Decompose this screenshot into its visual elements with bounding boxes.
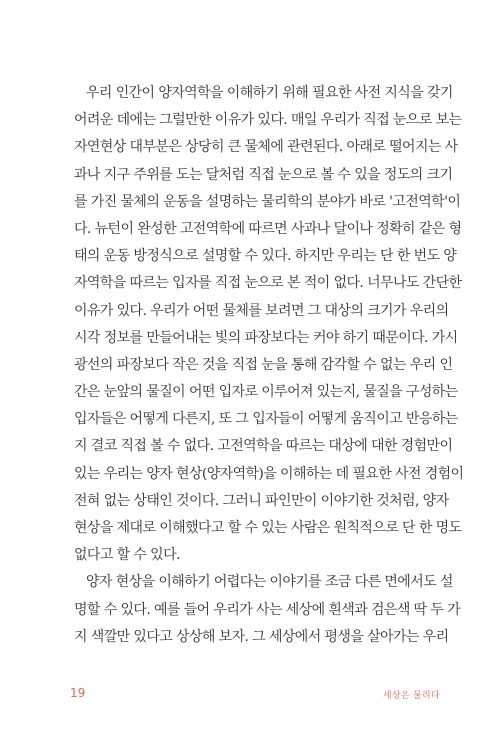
- text-line: 지 결코 직접 볼 수 없다. 고전역학을 따르는 대상에 대한 경험만이: [74, 438, 453, 455]
- text-line: 지 색깔만 있다고 상상해 보자. 그 세상에서 평생을 살아가는 우리: [74, 628, 449, 645]
- text-line: 없다고 할 수 있다.: [74, 547, 180, 564]
- text-line: 어려운 데에는 그럴만한 이유가 있다. 매일 우리가 직접 눈으로 보는: [74, 112, 462, 129]
- text-line: 를 가진 물체의 운동을 설명하는 물리학의 분야가 바로 '고전역학'이: [74, 193, 461, 210]
- text-line: 자연현상 대부분은 상당히 큰 물체에 관련된다. 아래로 떨어지는 사: [74, 139, 458, 156]
- text-line: 광선의 파장보다 작은 것을 직접 눈을 통해 감각할 수 없는 우리 인: [74, 356, 453, 373]
- text-line: 시각 정보를 만들어내는 빛의 파장보다는 커야 하기 때문이다. 가시: [74, 329, 458, 346]
- text-line: 현상을 제대로 이해했다고 할 수 있는 사람은 원칙적으로 단 한 명도: [74, 520, 462, 536]
- text-line: 간은 눈앞의 물질이 어떤 입자로 이루어져 있는지, 물질을 구성하는: [74, 384, 458, 401]
- paragraph-1: [74, 80, 464, 569]
- page-number: 19: [70, 686, 86, 700]
- running-footer-title: 세상은 물리다: [382, 691, 440, 701]
- page-body: [74, 80, 464, 651]
- text-line: 우리 인간이 양자역학을 이해하기 위해 필요한 사전 지식을 갖기: [86, 85, 453, 101]
- text-line: 전혀 없는 상태인 것이다. 그러니 파인만이 이야기한 것처럼, 양자: [74, 492, 449, 509]
- text-line: 다. 뉴턴이 완성한 고전역학에 따르면 사과나 달이나 정확히 같은 형: [74, 220, 462, 237]
- text-line: 태의 운동 방정식으로 설명할 수 있다. 하지만 우리는 단 한 번도 양: [74, 248, 457, 265]
- text-line: 있는 우리는 양자 현상(양자역학)을 이해하는 데 필요한 사전 경험이: [74, 465, 464, 482]
- text-line: 이유가 있다. 우리가 어떤 물체를 보려면 그 대상의 크기가 우리의: [74, 302, 449, 319]
- paragraph-2: [74, 569, 461, 651]
- text-line: 양자 현상을 이해하기 어렵다는 이야기를 조금 다른 면에서도 설: [86, 574, 453, 591]
- text-line: 자역학을 따르는 입자를 직접 눈으로 본 적이 없다. 너무나도 간단한: [74, 275, 462, 292]
- text-line: 입자들은 어떻게 다른지, 또 그 입자들이 어떻게 움직이고 반응하는: [74, 411, 458, 428]
- text-line: 과나 지구 주위를 도는 달처럼 직접 눈으로 볼 수 있을 정도의 크기: [74, 166, 453, 183]
- text-line: 명할 수 있다. 예를 들어 우리가 사는 세상에 흰색과 검은색 딱 두 가: [74, 601, 461, 618]
